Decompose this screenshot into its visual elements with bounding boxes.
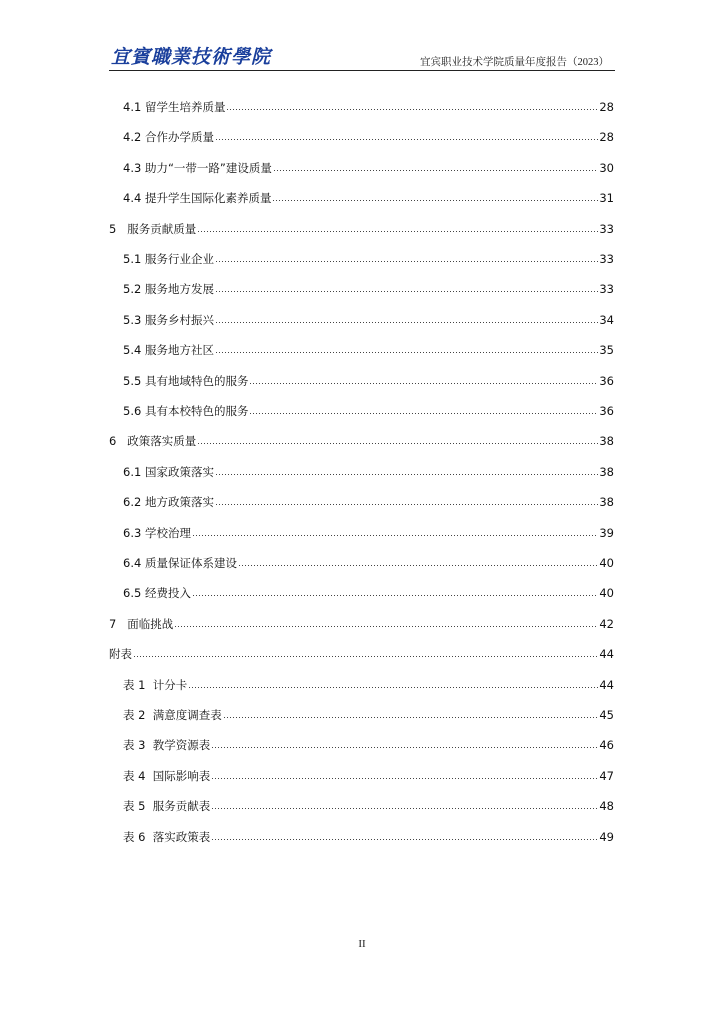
toc-leader-dots [223, 709, 599, 719]
toc-entry[interactable] [109, 433, 614, 449]
toc-leader-dots [211, 831, 598, 841]
toc-leader-dots [238, 557, 598, 567]
toc-entry-page: 48 [599, 799, 614, 814]
toc-entry-label: 6.1 国家政策落实 [123, 464, 214, 479]
toc-entry-page: 49 [599, 829, 614, 844]
toc-entry[interactable] [123, 829, 614, 845]
toc-entry[interactable] [123, 707, 614, 723]
toc-entry-label: 5.4 服务地方社区 [123, 343, 214, 358]
report-title: 宜宾职业技术学院质量年度报告（2023） [420, 57, 609, 68]
toc-entry-label: 5 服务贡献质量 [109, 221, 197, 236]
toc-entry-page: 36 [599, 373, 614, 388]
toc-entry[interactable] [123, 737, 614, 753]
toc-entry[interactable] [123, 160, 614, 176]
page-number: II [358, 938, 366, 950]
toc-leader-dots [215, 466, 598, 476]
school-logo: 宜賓職業技術學院 [111, 46, 272, 68]
toc-leader-dots [197, 435, 598, 445]
toc-entry-label: 表 1 计分卡 [123, 677, 188, 692]
toc-entry-label: 6.3 学校治理 [123, 525, 191, 540]
toc-entry[interactable] [109, 646, 614, 662]
toc-entry-label: 4.2 合作办学质量 [123, 130, 214, 145]
toc-entry-label: 5.1 服务行业企业 [123, 252, 214, 266]
toc-entry-page: 47 [599, 768, 614, 783]
toc-entry-page: 36 [599, 404, 614, 418]
toc-entry[interactable] [123, 555, 614, 571]
toc-leader-dots [249, 405, 598, 415]
toc-entry-label: 5.3 服务乡村振兴 [123, 312, 214, 327]
toc-leader-dots [211, 800, 598, 810]
toc-entry[interactable] [109, 221, 614, 237]
toc-leader-dots [226, 101, 598, 111]
toc-entry-page: 33 [599, 221, 614, 236]
toc-entry-page: 35 [599, 343, 614, 358]
toc-entry[interactable] [123, 585, 614, 601]
toc-entry-page: 38 [599, 464, 614, 479]
toc-entry-page: 44 [599, 677, 614, 692]
toc-entry-page: 40 [599, 586, 614, 601]
toc-leader-dots [192, 587, 598, 597]
toc-leader-dots [211, 739, 598, 749]
toc-entry-page: 31 [599, 191, 614, 206]
toc-entry-page: 45 [599, 708, 614, 722]
toc-leader-dots [215, 253, 598, 263]
toc-entry-label: 6.4 质量保证体系建设 [123, 556, 237, 570]
toc-leader-dots [192, 527, 598, 537]
toc-entry-label: 7 面临挑战 [109, 616, 174, 631]
toc-entry[interactable] [123, 281, 614, 297]
toc-entry-label: 6.2 地方政策落实 [123, 495, 214, 510]
toc-entry[interactable] [123, 99, 614, 115]
toc-entry-page: 44 [599, 647, 614, 662]
toc-entry[interactable] [109, 616, 614, 632]
toc-entry-page: 28 [599, 130, 614, 145]
toc-entry-label: 表 4 国际影响表 [123, 768, 211, 783]
toc-leader-dots [215, 131, 598, 141]
toc-entry-page: 33 [599, 252, 614, 266]
toc-leader-dots [215, 344, 598, 354]
toc-entry[interactable] [123, 129, 614, 145]
toc-leader-dots [272, 192, 598, 202]
toc-entry[interactable] [123, 798, 614, 814]
toc-entry[interactable] [123, 677, 614, 693]
toc-leader-dots [188, 679, 598, 689]
toc-entry-label: 表 6 落实政策表 [123, 829, 211, 844]
toc-entry[interactable] [123, 190, 614, 206]
toc-entry-label: 5.5 具有地域特色的服务 [123, 373, 249, 388]
toc-entry-page: 38 [599, 495, 614, 510]
toc-entry[interactable] [123, 373, 614, 389]
toc-leader-dots [215, 314, 598, 324]
toc-entry[interactable] [123, 768, 614, 784]
toc-entry-label: 表 3 教学资源表 [123, 738, 211, 753]
toc-entry[interactable] [123, 342, 614, 358]
toc-entry-label: 4.1 留学生培养质量 [123, 100, 226, 114]
toc-entry-label: 表 2 满意度调查表 [123, 708, 222, 722]
toc-entry-page: 39 [599, 525, 614, 540]
toc-entry-page: 42 [599, 616, 614, 631]
toc-entry[interactable] [123, 403, 614, 419]
toc-leader-dots [215, 496, 598, 506]
toc-leader-dots [211, 770, 598, 780]
toc-leader-dots [133, 648, 598, 658]
toc-entry-label: 4.3 助力“一带一路”建设质量 [123, 160, 272, 175]
toc-entry-page: 28 [599, 100, 614, 114]
toc-entry-page: 30 [599, 160, 614, 175]
toc-entry[interactable] [123, 251, 614, 267]
toc-entry-page: 40 [599, 556, 614, 570]
toc-leader-dots [197, 223, 598, 233]
toc-entry-page: 34 [599, 312, 614, 327]
toc-leader-dots [249, 375, 598, 385]
toc-entry-label: 5.6 具有本校特色的服务 [123, 404, 249, 418]
toc-entry-label: 6.5 经费投入 [123, 586, 191, 601]
toc-entry-label: 5.2 服务地方发展 [123, 282, 214, 297]
toc-leader-dots [174, 618, 598, 628]
page-header [109, 44, 615, 71]
toc-entry-page: 38 [599, 434, 614, 449]
toc-entry-label: 4.4 提升学生国际化素养质量 [123, 191, 272, 206]
toc-entry-label: 6 政策落实质量 [109, 434, 197, 449]
toc-entry[interactable] [123, 525, 614, 541]
toc-entry[interactable] [123, 464, 614, 480]
toc-entry-label: 表 5 服务贡献表 [123, 799, 211, 814]
toc-leader-dots [273, 162, 599, 172]
toc-entry-page: 33 [599, 282, 614, 297]
toc-leader-dots [215, 283, 598, 293]
toc-entry[interactable] [123, 494, 614, 510]
toc-entry-label: 附表 [109, 647, 132, 662]
toc-entry[interactable] [123, 312, 614, 328]
toc-entry-page: 46 [599, 738, 614, 753]
